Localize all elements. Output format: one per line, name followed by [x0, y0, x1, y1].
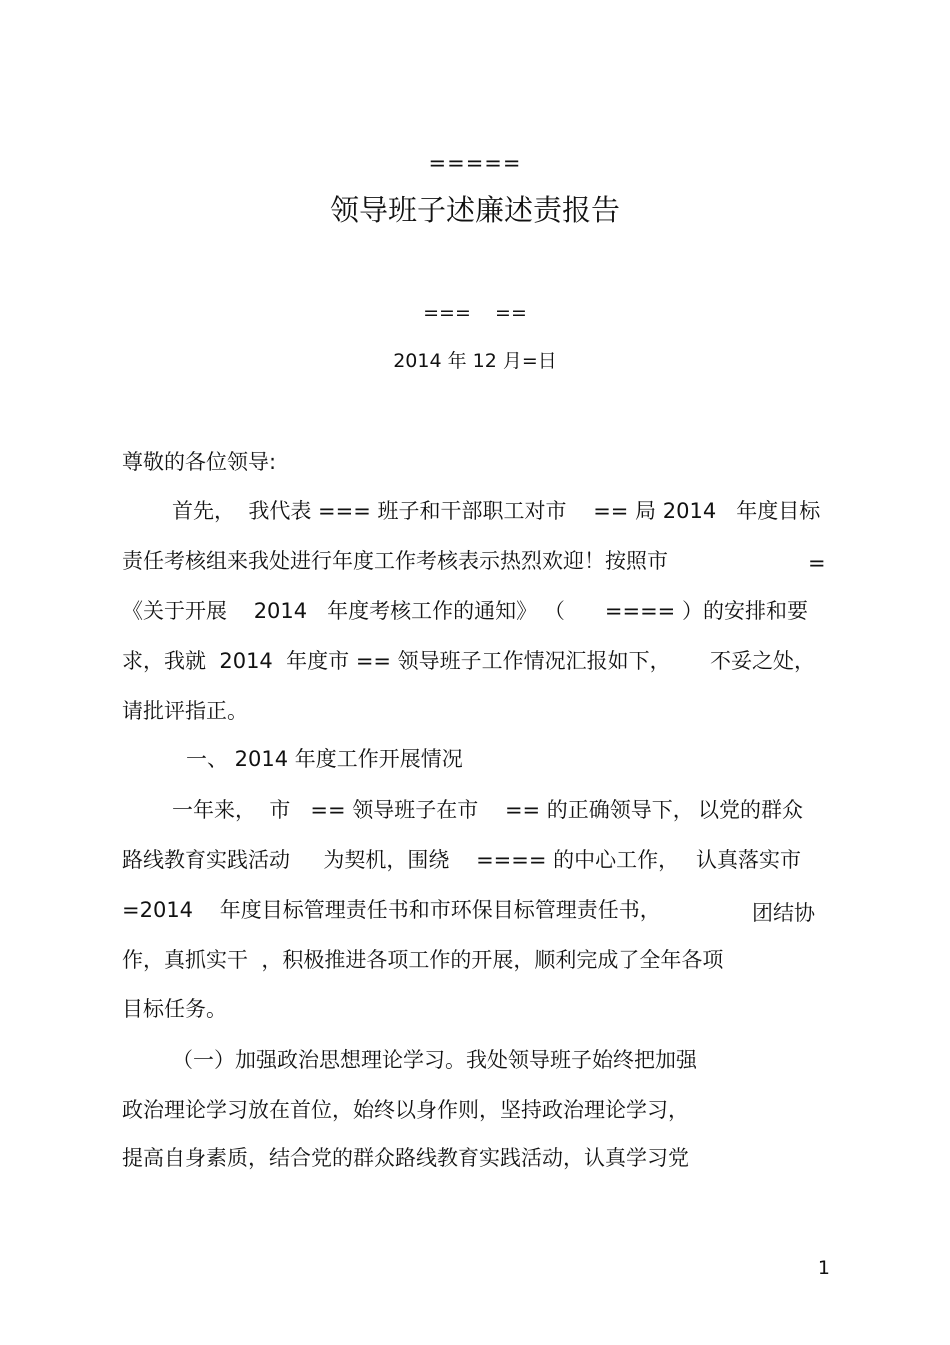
paragraph-2-line-1: 一年来， 市 == 领导班子在市 == 的正确领导下， [172, 798, 694, 822]
paragraph-3-line-3: 提高自身素质，结合党的群众路线教育实践活动，认真学习党 [122, 1146, 689, 1170]
section-1-heading: 一、 2014 年度工作开展情况 [186, 747, 463, 771]
paragraph-2-line-4: 作，真抓实干 ，积极推进各项工作的开展，顺利完成了全年各项 [122, 948, 724, 972]
greeting: 尊敬的各位领导: [122, 450, 277, 474]
paragraph-1-line-1: 首先， 我代表 === 班子和干部职工对市 == 局 2014 年度目标 [172, 499, 821, 523]
paragraph-1-line-4: 求，我就 2014 年度市 == 领导班子工作情况汇报如下， [122, 649, 671, 673]
header-code: ===== [428, 151, 522, 175]
paragraph-3-line-1: （一）加强政治思想理论学习。我处领导班子始终把加强 [172, 1048, 697, 1072]
page-number: 1 [817, 1257, 830, 1279]
paragraph-1-line-2: 责任考核组来我处进行年度工作考核表示热烈欢迎！按照市 [122, 549, 668, 573]
paragraph-1-line-2-end: = [808, 551, 826, 575]
paragraph-1-line-3: 《关于开展 2014 年度考核工作的通知》 （ ==== ）的安排和要 [122, 599, 808, 623]
paragraph-2-line-1-end: 以党的群众 [698, 798, 803, 822]
paragraph-2-line-3-end: 团结协 [752, 901, 815, 925]
paragraph-2-line-5: 目标任务。 [122, 997, 227, 1021]
paragraph-2-line-2-end: 认真落实市 [696, 848, 801, 872]
date-line: 2014 年 12 月=日 [393, 350, 557, 372]
paragraph-1-line-5: 请批评指正。 [122, 699, 248, 723]
paragraph-2-line-2: 路线教育实践活动 为契机，围绕 ==== 的中心工作， [122, 848, 680, 872]
paragraph-2-line-3: =2014 年度目标管理责任书和市环保目标管理责任书， [122, 898, 661, 922]
author-line: === == [423, 302, 527, 324]
paragraph-3-line-2: 政治理论学习放在首位，始终以身作则，坚持政治理论学习， [122, 1098, 689, 1122]
document-title: 领导班子述廉述责报告 [329, 193, 620, 227]
paragraph-1-line-4-end: 不妥之处， [710, 649, 815, 673]
